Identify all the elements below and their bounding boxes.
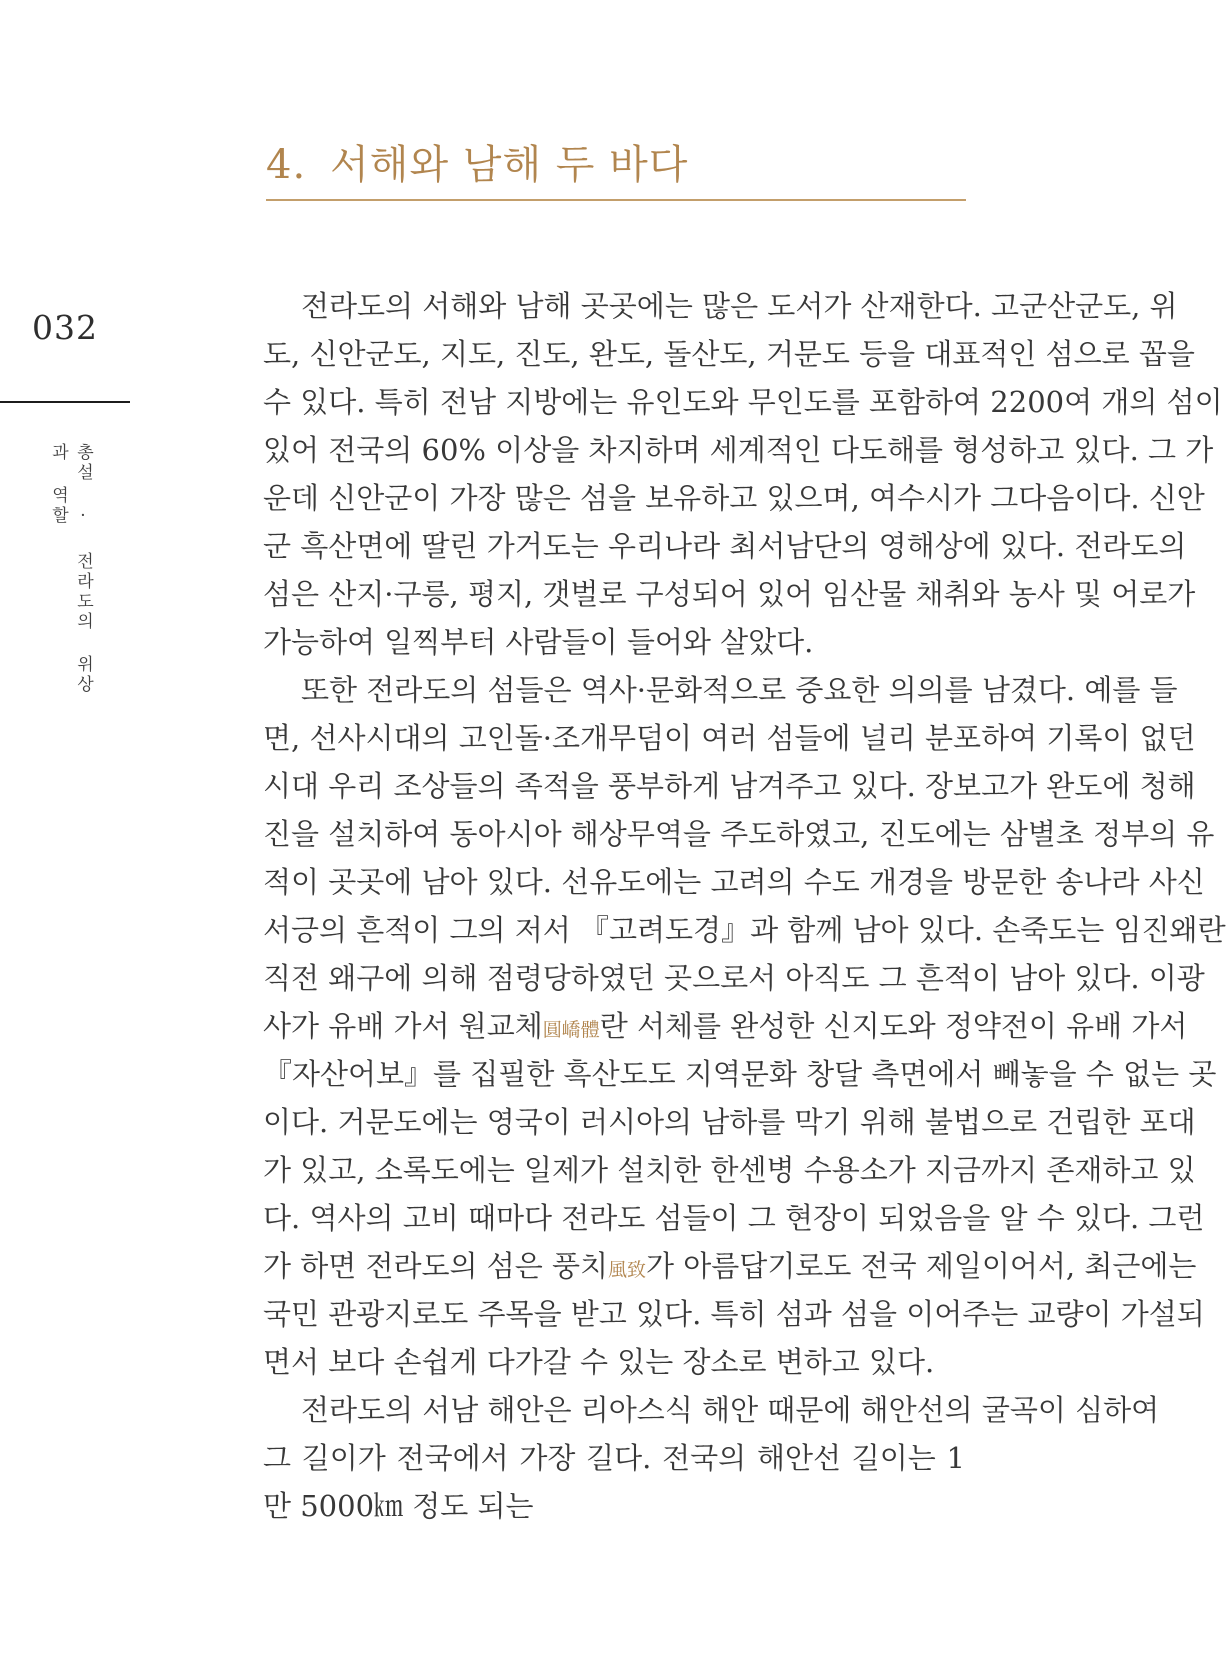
text-line: 『자산어보』를 집필한 흑산도도 지역문화 창달 측면에서 빼놓을 수 없는 곳: [263, 1057, 1217, 1091]
chapter-number: 4.: [266, 142, 307, 188]
text-line: 전라도의 서남 해안은 리아스식 해안 때문에 해안선의 굴곡이 심하여: [301, 1393, 1160, 1427]
text-line: 섬은 산지·구릉, 평지, 갯벌로 구성되어 있어 임산물 채취와 농사 및 어로가: [263, 577, 1196, 611]
text-line: 국민 관광지로도 주목을 받고 있다. 특히 섬과 섬을 이어주는 교량이 가설되: [263, 1297, 1205, 1331]
text-line: 수 있다. 특히 전남 지방에는 유인도와 무인도를 포함하여 2200여 개의 섬이: [263, 385, 1223, 419]
text-segment: 가 아름답기로도 전국 제일이어서, 최근에는: [646, 1249, 1197, 1283]
sidebar-running-title: 총설 · 전라도의 위상과 역할: [48, 443, 93, 695]
text-line: 면, 선사시대의 고인돌·조개무덤이 여러 섬들에 널리 분포하여 기록이 없던: [263, 721, 1196, 755]
text-line: 가 있고, 소록도에는 일제가 설치한 한센병 수용소가 지금까지 존재하고 있: [263, 1153, 1196, 1187]
text-line: [263, 1242, 1197, 1290]
chapter-title: 서해와 남해 두 바다: [330, 142, 689, 188]
text-line: 운데 신안군이 가장 많은 섬을 보유하고 있으며, 여수시가 그다음이다. 신안: [263, 481, 1205, 515]
text-segment: 란 서체를 완성한 신지도와 정약전이 유배 가서: [599, 1009, 1188, 1043]
heading-rule: [266, 199, 966, 201]
text-line: 군 흑산면에 딸린 가거도는 우리나라 최서남단의 영해상에 있다. 전라도의: [263, 529, 1187, 563]
text-line: 시대 우리 조상들의 족적을 풍부하게 남겨주고 있다. 장보고가 완도에 청해: [263, 769, 1196, 803]
page-number-rule: [0, 401, 130, 403]
text-line: 직전 왜구에 의해 점령당하였던 곳으로서 아직도 그 흔적이 남아 있다. 이광: [263, 961, 1205, 995]
text-line: 다. 역사의 고비 때마다 전라도 섬들이 그 현장이 되었음을 알 수 있다. 그런: [263, 1201, 1205, 1235]
text-line: 있어 전국의 60% 이상을 차지하며 세계적인 다도해를 형성하고 있다. 그 가: [263, 433, 1214, 467]
text-line: 면서 보다 손쉽게 다가갈 수 있는 장소로 변하고 있다.: [263, 1345, 935, 1379]
text-line: 적이 곳곳에 남아 있다. 선유도에는 고려의 수도 개경을 방문한 송나라 사신: [263, 865, 1205, 899]
text-line: 전라도의 서해와 남해 곳곳에는 많은 도서가 산재한다. 고군산군도, 위: [301, 289, 1178, 323]
page-number: 032: [32, 308, 98, 347]
text-line: 또한 전라도의 섬들은 역사·문화적으로 중요한 의의를 남겼다. 예를 들: [301, 673, 1178, 707]
hanja-annotation: 圓嶠體: [542, 1019, 600, 1041]
hanja-annotation: 風致: [608, 1259, 647, 1281]
text-line: 이다. 거문도에는 영국이 러시아의 남하를 막기 위해 불법으로 건립한 포대: [263, 1105, 1196, 1139]
text-segment: 가 하면 전라도의 섬은 풍치: [263, 1249, 609, 1283]
chapter-heading: [266, 133, 966, 190]
body-text: [263, 282, 1226, 1523]
text-line: 가능하여 일찍부터 사람들이 들어와 살았다.: [263, 625, 814, 659]
text-segment: 사가 유배 가서 원교체: [263, 1009, 543, 1043]
text-line: [263, 1002, 1188, 1050]
text-line: 서긍의 흔적이 그의 저서 『고려도경』과 함께 남아 있다. 손죽도는 임진왜란: [263, 913, 1226, 947]
text-line: 도, 신안군도, 지도, 진도, 완도, 돌산도, 거문도 등을 대표적인 섬으로 꼽을: [263, 337, 1195, 371]
text-line: 그 길이가 전국에서 가장 길다. 전국의 해안선 길이는 1만 5000㎞ 정도 되는: [263, 1441, 965, 1523]
text-line: 진을 설치하여 동아시아 해상무역을 주도하였고, 진도에는 삼별초 정부의 유: [263, 817, 1215, 851]
